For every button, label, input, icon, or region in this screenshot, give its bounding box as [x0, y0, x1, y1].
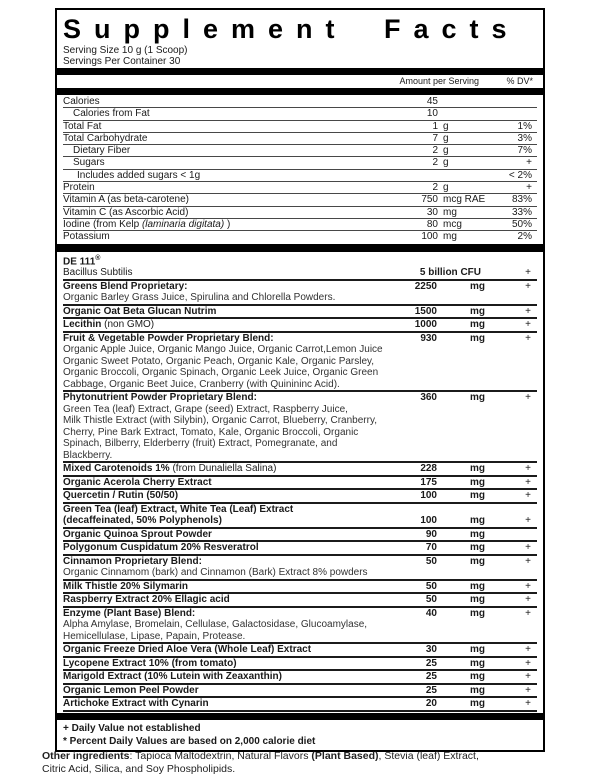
amount-column-header: Amount per Serving [399, 76, 479, 86]
daily-value: + [526, 182, 532, 194]
amount-unit: mg [470, 392, 485, 404]
panel-title: Supplement Facts [63, 14, 520, 44]
ingredient-main-line [63, 671, 537, 683]
ingredient-main-line [63, 542, 537, 554]
nutrition-row [63, 194, 537, 206]
ingredient-main-line [63, 281, 537, 293]
daily-value: < 2% [508, 169, 532, 181]
nutrient-name: Total Carbohydrate [63, 132, 148, 144]
ingredient-name [63, 253, 537, 268]
other-ingredients-bold: (Plant Based) [311, 750, 379, 762]
daily-value: + [525, 476, 531, 488]
amount-value: 100 [420, 490, 437, 502]
footnotes [63, 722, 537, 748]
nutrition-row [63, 182, 537, 194]
nutrient-name: Dietary Fiber [73, 145, 131, 157]
ingredient-name [63, 463, 389, 475]
daily-value: + [525, 657, 531, 669]
ingredient-row [63, 333, 537, 393]
amount-value: 90 [425, 528, 437, 540]
ingredient-name-part: Enzyme (Plant Base) Blend: [63, 607, 196, 619]
ingredient-name [63, 581, 389, 593]
nutrition-row [63, 96, 537, 108]
ingredient-row [63, 319, 537, 333]
nutrition-row [63, 219, 537, 231]
ingredient-row [63, 477, 537, 491]
ingredient-name [63, 281, 389, 293]
amount-value: 25 [425, 657, 437, 669]
ingredient-row [63, 581, 537, 595]
ingredient-main-line [63, 658, 537, 670]
ingredient-name [63, 529, 389, 541]
ingredient-name [63, 490, 389, 502]
amount-value: 20 [425, 698, 437, 710]
daily-value: 1% [517, 120, 532, 132]
amount-unit: mg [470, 594, 485, 606]
amount-unit: mg [443, 206, 457, 218]
ingredient-sublist-line: Spinach, Bilberry, Elderberry (fruit) Extract, Pomegranate, and [63, 438, 338, 450]
ingredient-main-line [63, 253, 537, 268]
ingredient-name [63, 319, 389, 331]
ingredient-name [63, 671, 389, 683]
amount-unit: mg [470, 698, 485, 710]
amount-unit: mg [443, 231, 457, 243]
ingredient-row [63, 671, 537, 685]
amount-value: 750 [421, 194, 438, 206]
ingredient-sublist-line: Blackberry. [63, 449, 113, 461]
ingredient-main-line [63, 529, 537, 541]
ingredient-row [63, 658, 537, 672]
daily-value: + [525, 332, 531, 344]
ingredient-main-line [63, 685, 537, 697]
footnote-percent-dv: * Percent Daily Values are based on 2,000 calorie diet [63, 735, 316, 747]
amount-value: 50 [425, 580, 437, 592]
other-ingredients-line1 [42, 750, 587, 763]
ingredient-name-part: Artichoke Extract with Cynarin [63, 698, 209, 710]
amount-unit: g [443, 157, 449, 169]
amount-value: 40 [425, 607, 437, 619]
other-ingredients-text-end: , Stevia (leaf) Extract, [378, 750, 479, 762]
ingredient-row [63, 490, 537, 504]
ingredient-main-line [63, 644, 537, 656]
nutrient-name: Potassium [63, 231, 110, 243]
amount-unit: mg [470, 319, 485, 331]
ingredient-main-line [63, 392, 537, 404]
ingredient-sublist-line: Cabbage, Organic Beet Juice, Cranberry (with Quinininc Acid). [63, 378, 340, 390]
daily-value: 7% [517, 145, 532, 157]
ingredient-row [63, 698, 537, 712]
ingredient-name [63, 594, 389, 606]
ingredient-name-part: Lecithin [63, 319, 102, 331]
amount-value: 10 [426, 108, 438, 120]
ingredient-main-line [63, 608, 537, 620]
ingredient-sublist-line: Milk Thistle Extract (with Silybin), Organic Carrot, Blueberry, Cranberry, [63, 415, 377, 427]
ingredient-name-part: Organic Freeze Dried Aloe Vera (Whole Leaf) Extract [63, 644, 312, 656]
ingredient-name [63, 658, 389, 670]
ingredient-name-part: Organic Oat Beta Glucan Nutrim [63, 305, 217, 317]
amount-value: 70 [425, 542, 437, 554]
ingredient-main-line [63, 267, 537, 279]
nutrition-row [63, 231, 537, 242]
amount-value: 100 [421, 231, 438, 243]
ingredient-main-line [63, 306, 537, 318]
ingredient-name-part: Organic Quinoa Sprout Powder [63, 528, 212, 540]
other-ingredients-label: Other ingredients [42, 750, 130, 762]
nutrient-name: Calories [63, 96, 100, 107]
ingredient-sublist-line: Organic Apple Juice, Organic Mango Juice, Organic Carrot,Lemon Juice [63, 344, 383, 356]
ingredient-name [63, 542, 389, 554]
ingredient-row [63, 392, 537, 463]
ingredient-row [63, 306, 537, 320]
amount-value: 30 [425, 644, 437, 656]
daily-value: + [525, 392, 531, 404]
ingredient-sublist-line: Organic Sweet Potato, Organic Peach, Organic Kale, Organic Parsley, [63, 355, 375, 367]
ingredient-sublist-line: Hemicellulase, Lipase, Papain, Protease. [63, 630, 246, 642]
nutrient-name: Total Fat [63, 120, 102, 132]
amount-value: 30 [426, 206, 438, 218]
divider-bar [57, 68, 543, 75]
daily-value: + [525, 555, 531, 567]
ingredient-name [63, 608, 389, 620]
amount-unit: mcg RAE [443, 194, 486, 206]
ingredient-row [63, 463, 537, 477]
divider-bar [57, 88, 543, 95]
amount-unit: mg [470, 555, 485, 567]
daily-value: 50% [511, 218, 532, 230]
ingredient-main-line [63, 581, 537, 593]
nutrient-name: Protein [63, 182, 95, 194]
ingredient-name-part: Organic Lemon Peel Powder [63, 684, 199, 696]
amount-unit: mg [470, 671, 485, 683]
supplement-facts-panel [55, 8, 545, 752]
ingredient-name-part: Polygonum Cuspidatum 20% Resveratrol [63, 542, 259, 554]
nutrient-name: Includes added sugars < 1g [77, 169, 201, 181]
amount-value: 2 [432, 145, 438, 157]
daily-value: + [525, 490, 531, 502]
ingredient-name-part: Cinnamon Proprietary Blend: [63, 555, 202, 567]
daily-value: + [525, 607, 531, 619]
amount-unit: mg [470, 607, 485, 619]
amount-value: 25 [425, 671, 437, 683]
daily-value: 83% [511, 194, 532, 206]
daily-value: + [526, 157, 532, 169]
ingredient-name [63, 504, 389, 527]
daily-value: + [525, 644, 531, 656]
ingredient-sublist-line: Cherry, Pine Bark Extract, Tomato, Kale, Organic Broccoli, Organic [63, 426, 359, 438]
ingredient-sublist-line: Green Tea (leaf) Extract, Grape (seed) Extract, Raspberry Juice, [63, 403, 348, 415]
daily-value: + [525, 580, 531, 592]
ingredient-row [63, 542, 537, 556]
daily-value: + [525, 698, 531, 710]
ingredient-name-part: Greens Blend Proprietary: [63, 280, 188, 292]
nutrient-name: Vitamin A (as beta-carotene) [63, 194, 189, 206]
amount-value: 228 [420, 463, 437, 475]
nutrient-name: Sugars [73, 157, 105, 169]
nutrition-row [63, 145, 537, 157]
ingredient-name [63, 333, 389, 345]
ingredient-name [63, 698, 389, 710]
ingredient-row [63, 253, 537, 268]
amount-unit: g [443, 145, 449, 157]
ingredient-name [63, 685, 389, 697]
amount-value: 2 [432, 157, 438, 169]
amount-unit: mg [470, 305, 485, 317]
ingredient-row [63, 685, 537, 699]
daily-value: + [525, 594, 531, 606]
amount-unit: mg [470, 280, 485, 292]
serving-size: Serving Size 10 g (1 Scoop) [63, 45, 188, 56]
amount-unit: mg [470, 580, 485, 592]
daily-value: + [525, 515, 531, 527]
nutrition-row [63, 207, 537, 219]
ingredient-name [63, 392, 389, 404]
ingredient-name-part: Green Tea (leaf) Extract, White Tea (Leaf) Extract [63, 503, 294, 515]
ingredient-row [63, 556, 537, 581]
amount-unit: mg [470, 684, 485, 696]
ingredient-sublist-line: Organic Broccoli, Organic Spinach, Organic Leek Juice, Organic Green [63, 367, 379, 379]
amount-value: 930 [420, 332, 437, 344]
divider-bar [57, 244, 543, 252]
amount-value: 7 [432, 132, 438, 144]
footnote-daily-value: + Daily Value not established [63, 722, 201, 734]
ingredient-main-line [63, 463, 537, 475]
servings-per-container: Servings Per Container 30 [63, 56, 181, 67]
daily-value: + [525, 280, 531, 292]
ingredient-row [63, 281, 537, 306]
nutrient-name: Iodine (from Kelp (laminaria digitata) ) [63, 218, 231, 230]
ingredient-main-line [63, 333, 537, 345]
nutrient-name: Calories from Fat [73, 108, 150, 120]
amount-unit: mg [470, 528, 485, 540]
amount-unit: mg [470, 657, 485, 669]
ingredient-name-part: Milk Thistle 20% Silymarin [63, 580, 189, 592]
ingredient-row [63, 594, 537, 608]
daily-value: 33% [511, 206, 532, 218]
daily-value: + [525, 267, 531, 279]
nutrient-name: Vitamin C (as Ascorbic Acid) [63, 206, 189, 218]
amount-unit: mg [470, 542, 485, 554]
amount-unit: mg [470, 490, 485, 502]
amount-unit: mcg [443, 218, 462, 230]
ingredient-main-line [63, 698, 537, 710]
amount-value: 2 [432, 182, 438, 194]
amount-value: 50 [425, 555, 437, 567]
ingredient-sublist-line: Alpha Amylase, Bromelain, Cellulase, Galactosidase, Glucoamylase, [63, 619, 368, 631]
ingredient-name-part: Bacillus Subtilis [63, 267, 133, 279]
amount-value: 100 [420, 515, 437, 527]
ingredient-row [63, 504, 537, 529]
ingredient-name [63, 644, 389, 656]
nutrition-row [63, 121, 537, 133]
amount-unit: g [443, 182, 449, 194]
amount-value: 1000 [414, 319, 437, 331]
other-ingredients-text: : Tapioca Maltodextrin, Natural Flavors [129, 750, 312, 762]
ingredient-name [63, 556, 389, 568]
amount-unit: mg [470, 476, 485, 488]
amount-value: 1 [432, 120, 438, 132]
amount-unit: g [443, 132, 449, 144]
ingredient-name [63, 477, 389, 489]
daily-value: + [525, 463, 531, 475]
amount-unit: mg [470, 644, 485, 656]
amount-value: 25 [425, 684, 437, 696]
ingredient-name [63, 267, 389, 279]
divider-bar [57, 713, 543, 720]
daily-value: + [525, 319, 531, 331]
amount-value: 175 [420, 476, 437, 488]
dv-column-header: % DV* [506, 76, 533, 86]
amount-unit: g [443, 120, 449, 132]
amount-unit: mg [470, 332, 485, 344]
daily-value: + [525, 671, 531, 683]
amount-value: 45 [426, 96, 438, 107]
ingredient-sublist-line: Organic Barley Grass Juice, Spirulina and Chlorella Powders. [63, 292, 336, 304]
nutrition-rows [63, 96, 537, 243]
daily-value: 3% [517, 132, 532, 144]
ingredient-name-part: Mixed Carotenoids 1% [63, 463, 173, 475]
ingredient-name-part: Organic Acerola Cherry Extract [63, 476, 212, 488]
ingredient-sublist-line: Organic Cinnamom (bark) and Cinnamon (Bark) Extract 8% powders [63, 567, 368, 579]
amount-value: 5 billion CFU [419, 267, 481, 279]
amount-unit: mg [470, 463, 485, 475]
amount-value: 1500 [414, 305, 437, 317]
ingredient-main-line [63, 477, 537, 489]
other-ingredients-line2: Citric Acid, Silica, and Soy Phospholipids. [42, 763, 236, 775]
amount-value: 2250 [414, 280, 437, 292]
ingredient-name-line2: (decaffeinated, 50% Polyphenols) [63, 515, 222, 527]
ingredient-name-part: Lycopene Extract 10% (from tomato) [63, 657, 237, 669]
ingredient-main-line [63, 556, 537, 568]
daily-value: + [525, 684, 531, 696]
nutrition-row [63, 133, 537, 145]
ingredient-name-part: Phytonutrient Powder Proprietary Blend: [63, 392, 257, 404]
column-header-row [63, 76, 537, 87]
ingredient-main-line [63, 504, 537, 527]
ingredient-name-part: Fruit & Vegetable Powder Proprietary Blend: [63, 332, 274, 344]
ingredient-name-part: DE 111 [63, 255, 96, 267]
ingredient-name-part: (from Dunaliella Salina) [172, 463, 277, 475]
nutrition-row [63, 157, 537, 169]
daily-value: 2% [517, 231, 532, 243]
registered-mark: ® [95, 254, 101, 262]
amount-value: 360 [420, 392, 437, 404]
ingredient-main-line [63, 490, 537, 502]
ingredient-row [63, 644, 537, 658]
amount-unit: mg [470, 515, 485, 527]
ingredient-row [63, 267, 537, 281]
ingredient-name-part: Quercetin / Rutin (50/50) [63, 490, 179, 502]
daily-value: + [525, 305, 531, 317]
supplement-rows [63, 253, 537, 712]
ingredient-row [63, 608, 537, 645]
amount-value: 80 [426, 218, 438, 230]
ingredient-row [63, 529, 537, 543]
ingredient-name-part: (non GMO) [101, 319, 155, 331]
amount-value: 50 [425, 594, 437, 606]
ingredient-main-line [63, 594, 537, 606]
nutrition-row [63, 170, 537, 182]
nutrient-name-italic: (laminaria digitata) [141, 218, 225, 230]
daily-value: + [525, 542, 531, 554]
other-ingredients [42, 750, 587, 776]
ingredient-name-part: Raspberry Extract 20% Ellagic acid [63, 594, 230, 606]
ingredient-name [63, 306, 389, 318]
nutrition-row [63, 108, 537, 120]
ingredient-main-line [63, 319, 537, 331]
ingredient-name-part: Marigold Extract (10% Lutein with Zeaxanthin) [63, 671, 282, 683]
